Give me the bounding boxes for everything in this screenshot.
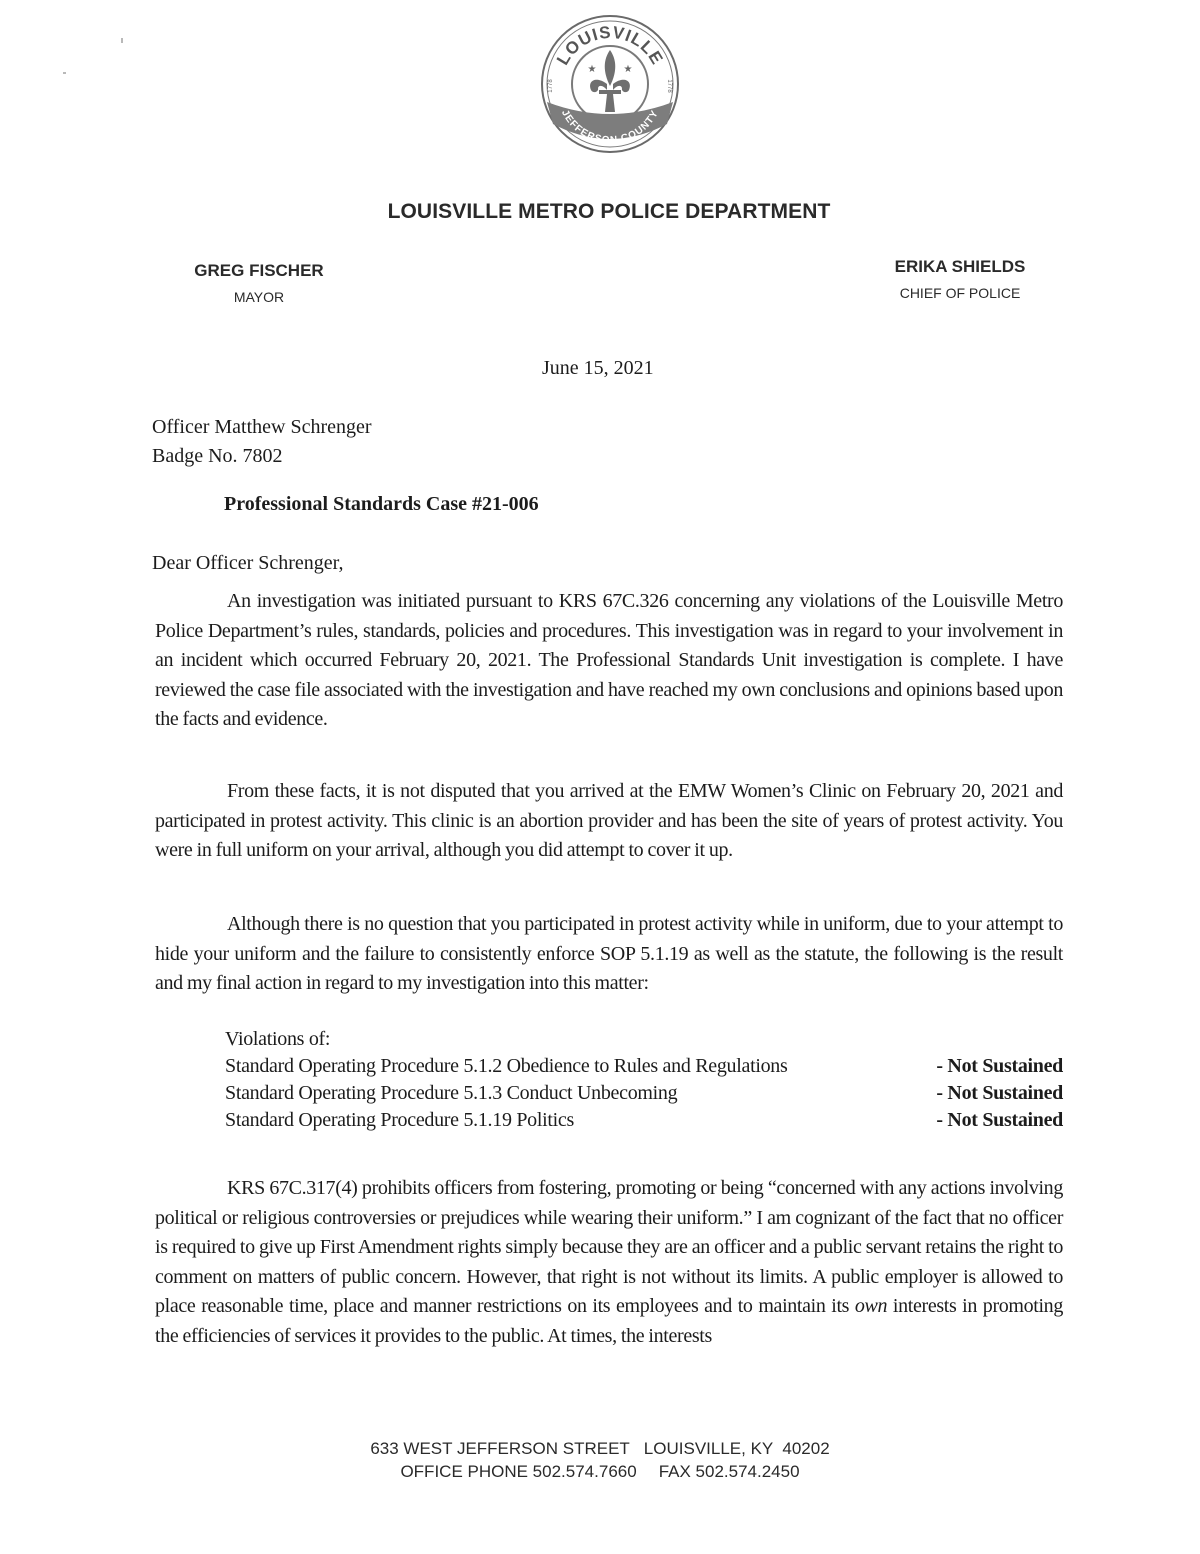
scan-speck (63, 72, 66, 74)
department-title: LOUISVILLE METRO POLICE DEPARTMENT (387, 200, 831, 223)
svg-text:1778: 1778 (548, 79, 554, 93)
mayor-block (180, 261, 338, 305)
svg-text:1778: 1778 (666, 79, 672, 93)
footer-street: 633 WEST JEFFERSON STREET (370, 1439, 630, 1458)
mayor-title: MAYOR (233, 289, 285, 305)
footer-city: LOUISVILLE, KY 40202 (643, 1439, 830, 1458)
chief-title: CHIEF OF POLICE (899, 285, 1021, 301)
violation-procedure: Standard Operating Procedure 5.1.2 Obedience to Rules and Regulations (225, 1055, 788, 1077)
violations-list (225, 1026, 1063, 1134)
body-paragraph: An investigation was initiated pursuant to KRS 67C.326 concerning any violations of the Louisville Metro Police Department’s rules, standards, policies and procedures. This investigation was in regard to your involvement in an incident which occurred February 20, 2021. The Professional Standards Unit investigation is complete. I have reviewed the case file associated with the investigation and have reached my own conclusions and opinions based upon the facts and evidence. (155, 590, 1063, 730)
chief-block (880, 257, 1040, 301)
footer-contact-line (0, 1460, 1200, 1483)
salutation: Dear Officer Schrenger, (152, 552, 344, 574)
recipient-badge: Badge No. 7802 (152, 445, 283, 467)
violation-row (225, 1053, 1063, 1080)
mayor-name: GREG FISCHER (194, 261, 324, 280)
body-paragraph: Although there is no question that you participated in protest activity while in uniform, due to your attempt to hide your uniform and the failure to consistently enforce SOP 5.1.19 as well as the statute, the following is the result and my final action in regard to my investigation into this matter: (155, 913, 1063, 994)
footer-fax: FAX 502.574.2450 (658, 1462, 800, 1481)
letter-date: June 15, 2021 (542, 357, 654, 379)
recipient-name: Officer Matthew Schrenger (152, 416, 372, 438)
violation-finding: - Not Sustained (936, 1109, 1063, 1131)
chief-name: ERIKA SHIELDS (894, 257, 1026, 276)
star-icon: ★ (587, 64, 597, 75)
violations-heading: Violations of: (225, 1028, 331, 1050)
violation-procedure: Standard Operating Procedure 5.1.3 Conduct Unbecoming (225, 1082, 678, 1104)
body-paragraph: From these facts, it is not disputed that you arrived at the EMW Women’s Clinic on February 20, 2021 and participated in protest activity. This clinic is an abortion provider and has been the site of years of protest activity. You were in full uniform on your arrival, although you did attempt to cover it up. (155, 780, 1063, 861)
violation-row (225, 1080, 1063, 1107)
violation-row (225, 1107, 1063, 1134)
violation-procedure: Standard Operating Procedure 5.1.19 Politics (225, 1109, 574, 1131)
footer-phone: OFFICE PHONE 502.574.7660 (400, 1462, 637, 1481)
scan-speck (121, 38, 123, 43)
svg-text:LOUISVILLE: LOUISVILLE (553, 22, 667, 69)
violation-finding: - Not Sustained (936, 1055, 1063, 1077)
footer-address-line (0, 1437, 1200, 1460)
louisville-seal-logo (535, 14, 685, 154)
body-paragraph: KRS 67C.317(4) prohibits officers from fostering, promoting or being “concerned with any actions involving political or religious controversies or prejudices while wearing their uniform.” I am cognizant of the fact that no officer is required to give up First Amendment rights simply because they are an officer and a public servant retains the right to comment on matters of public concern. However, that right is not without its limits. A public employer is allowed to place reasonable time, place and manner restrictions on its employees and to maintain its own interests in promoting the efficiencies of services it provides to the public. At times, the interests (155, 1177, 1063, 1347)
svg-text:JEFFERSON COUNTY: JEFFERSON COUNTY (558, 108, 662, 147)
violation-finding: - Not Sustained (936, 1082, 1063, 1104)
letterhead-footer (0, 1437, 1200, 1483)
recipient-block (152, 413, 372, 471)
case-title: Professional Standards Case #21-006 (224, 493, 539, 515)
star-icon: ★ (623, 64, 633, 75)
